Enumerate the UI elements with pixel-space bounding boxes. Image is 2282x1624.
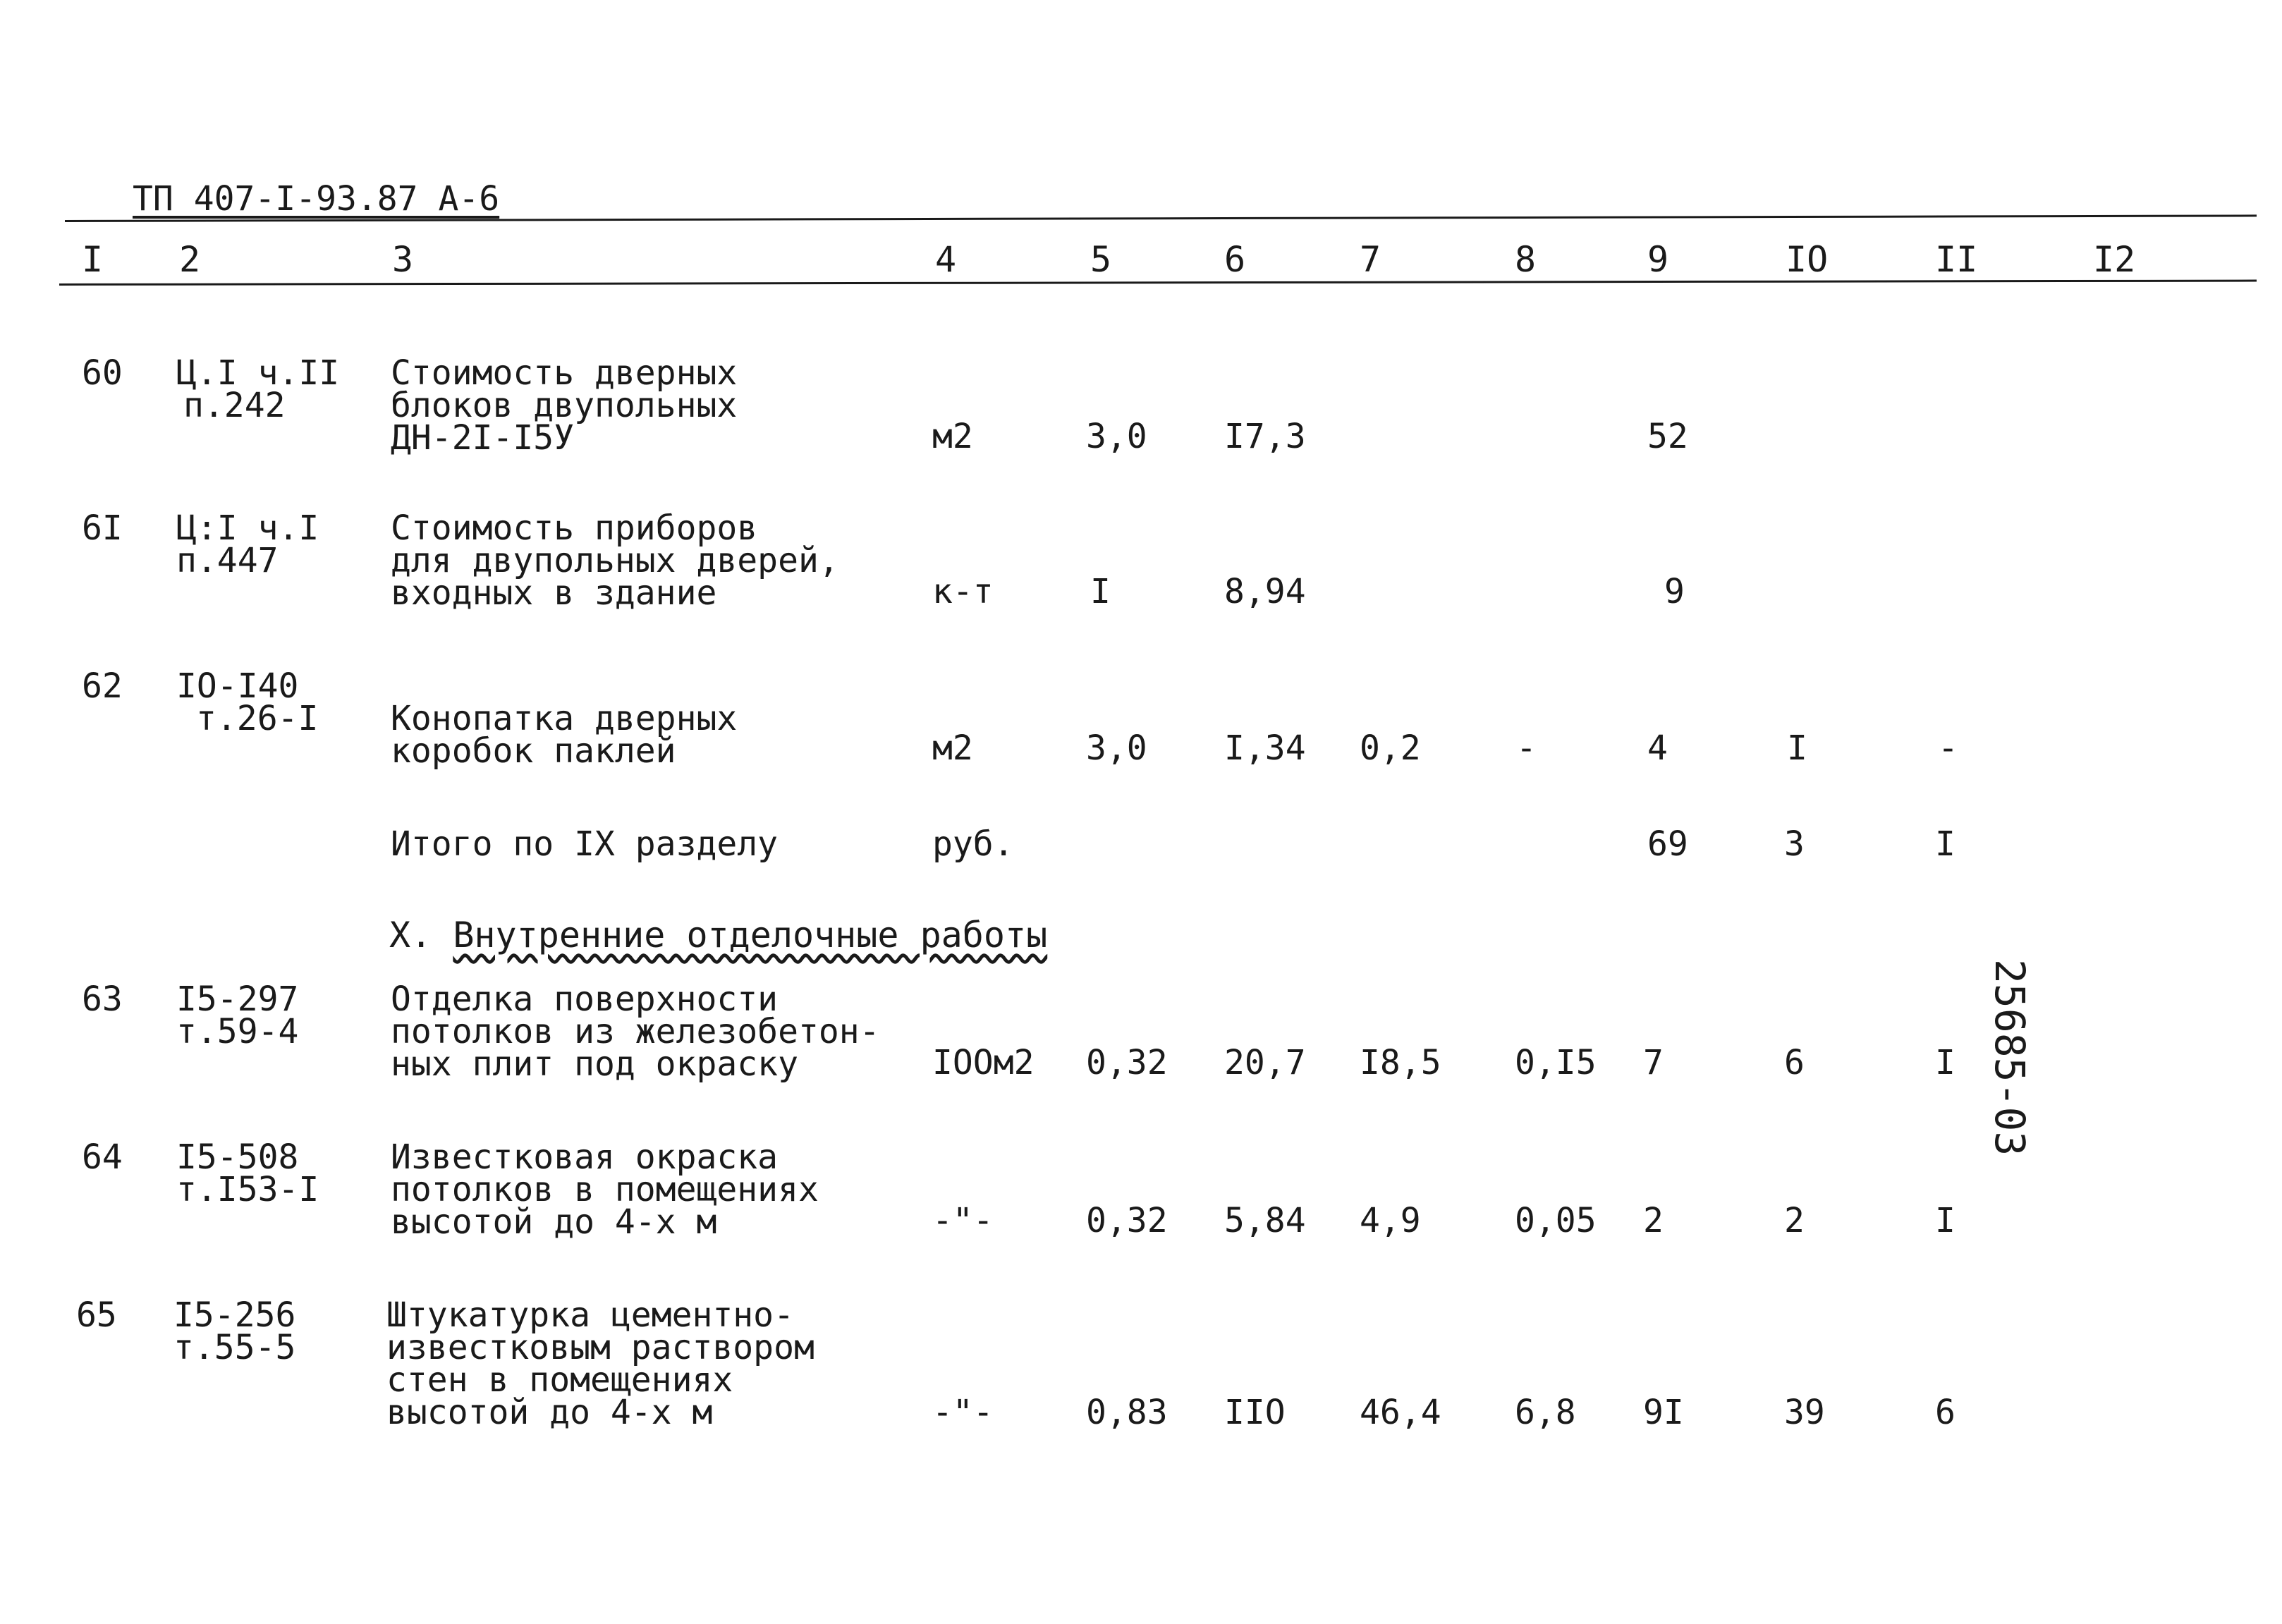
row-col7: 46,4 xyxy=(1360,1393,1441,1432)
row-reference: I5-297 т.59-4 xyxy=(176,979,299,1051)
row-col6: 5,84 xyxy=(1224,1201,1306,1240)
row-col6: I7,3 xyxy=(1224,417,1306,456)
row-reference: IO-I40 т.26-I xyxy=(176,666,319,738)
column-header-7: 7 xyxy=(1360,239,1381,280)
subtotal-label: Итого по IX разделу xyxy=(391,824,779,864)
row-col8: 6,8 xyxy=(1515,1393,1576,1432)
column-header-8: 8 xyxy=(1515,239,1537,280)
row-number: 60 xyxy=(82,353,123,393)
row-reference: Ц.I ч.II п.242 xyxy=(176,353,340,425)
column-header-2: 2 xyxy=(179,239,201,280)
row-col11: 6 xyxy=(1935,1393,1955,1432)
row-col8: 0,05 xyxy=(1515,1201,1597,1240)
row-unit: IOOм2 xyxy=(932,1043,1035,1082)
row-col11: I xyxy=(1935,1043,1955,1082)
column-header-5: 5 xyxy=(1090,239,1112,280)
row-col10: 6 xyxy=(1784,1043,1805,1082)
row-quantity: I xyxy=(1090,572,1111,611)
row-col9: 9I xyxy=(1643,1393,1684,1432)
section-name: Внутренние отделочные работы xyxy=(453,915,1048,956)
row-col8: - xyxy=(1516,728,1537,768)
row-number: 6I xyxy=(82,508,123,548)
row-col9: 52 xyxy=(1647,417,1688,456)
row-reference: I5-508 т.I53-I xyxy=(176,1137,319,1209)
row-quantity: 0,32 xyxy=(1086,1201,1168,1240)
row-description: Отделка поверхности потолков из железобетон- ных плит под окраску xyxy=(391,979,880,1084)
header-bottom-rule xyxy=(59,280,2257,286)
subtotal-col9: 69 xyxy=(1647,824,1688,864)
row-col11: - xyxy=(1938,728,1958,768)
column-header-11: II xyxy=(1935,239,1978,280)
row-quantity: 0,83 xyxy=(1086,1393,1168,1432)
row-number: 62 xyxy=(82,666,123,706)
row-col10: I xyxy=(1787,728,1807,768)
section-number: X. xyxy=(389,915,432,956)
row-quantity: 0,32 xyxy=(1086,1043,1168,1082)
subtotal-col10: 3 xyxy=(1784,824,1805,864)
document-code: ТП 407-I-93.87 А-6 xyxy=(133,179,500,219)
row-col7: 4,9 xyxy=(1360,1201,1421,1240)
column-header-6: 6 xyxy=(1224,239,1246,280)
row-col6: IIO xyxy=(1224,1393,1286,1432)
row-col9: 2 xyxy=(1643,1201,1664,1240)
subtotal-col11: I xyxy=(1935,824,1955,864)
row-col6: 20,7 xyxy=(1224,1043,1306,1082)
row-number: 64 xyxy=(82,1137,123,1177)
row-col9: 7 xyxy=(1643,1043,1664,1082)
row-col6: I,34 xyxy=(1224,728,1306,768)
row-unit: к-т xyxy=(932,572,994,611)
row-reference: Ц:I ч.I п.447 xyxy=(176,508,319,580)
row-col11: I xyxy=(1935,1201,1955,1240)
row-description: Стоимость дверных блоков двупольных ДН-2I-I5У xyxy=(391,353,738,458)
column-header-9: 9 xyxy=(1647,239,1669,280)
row-number: 63 xyxy=(82,979,123,1019)
row-quantity: 3,0 xyxy=(1086,417,1147,456)
row-unit: -"- xyxy=(932,1201,994,1240)
column-header-10: IO xyxy=(1786,239,1829,280)
row-description: Конопатка дверных коробок паклей xyxy=(391,699,738,771)
row-description: Штукатурка цементно- известковым раствором стен в помещениях высотой до 4-х м xyxy=(386,1295,814,1432)
column-header-1: I xyxy=(82,239,104,280)
section-title xyxy=(389,915,1047,955)
row-col10: 2 xyxy=(1784,1201,1805,1240)
row-col9: 9 xyxy=(1664,572,1685,611)
row-col9: 4 xyxy=(1647,728,1668,768)
row-col10: 39 xyxy=(1784,1393,1825,1432)
row-unit: м2 xyxy=(932,728,973,768)
row-col7: 0,2 xyxy=(1360,728,1421,768)
row-col8: 0,I5 xyxy=(1515,1043,1597,1082)
row-col7: I8,5 xyxy=(1360,1043,1441,1082)
row-unit: м2 xyxy=(932,417,973,456)
subtotal-unit: руб. xyxy=(932,824,1014,864)
row-col6: 8,94 xyxy=(1224,572,1306,611)
archive-stamp-number: 25685-03 xyxy=(1986,959,2034,1156)
row-reference: I5-256 т.55-5 xyxy=(173,1295,296,1367)
row-number: 65 xyxy=(76,1295,117,1335)
row-unit: -"- xyxy=(932,1393,994,1432)
row-description: Стоимость приборов для двупольных дверей, входных в здание xyxy=(391,508,839,613)
column-header-12: I2 xyxy=(2093,239,2136,280)
column-header-4: 4 xyxy=(935,239,957,280)
row-quantity: 3,0 xyxy=(1086,728,1147,768)
row-description: Известковая окраска потолков в помещениях высотой до 4-х м xyxy=(391,1137,819,1242)
column-header-3: 3 xyxy=(392,239,414,280)
